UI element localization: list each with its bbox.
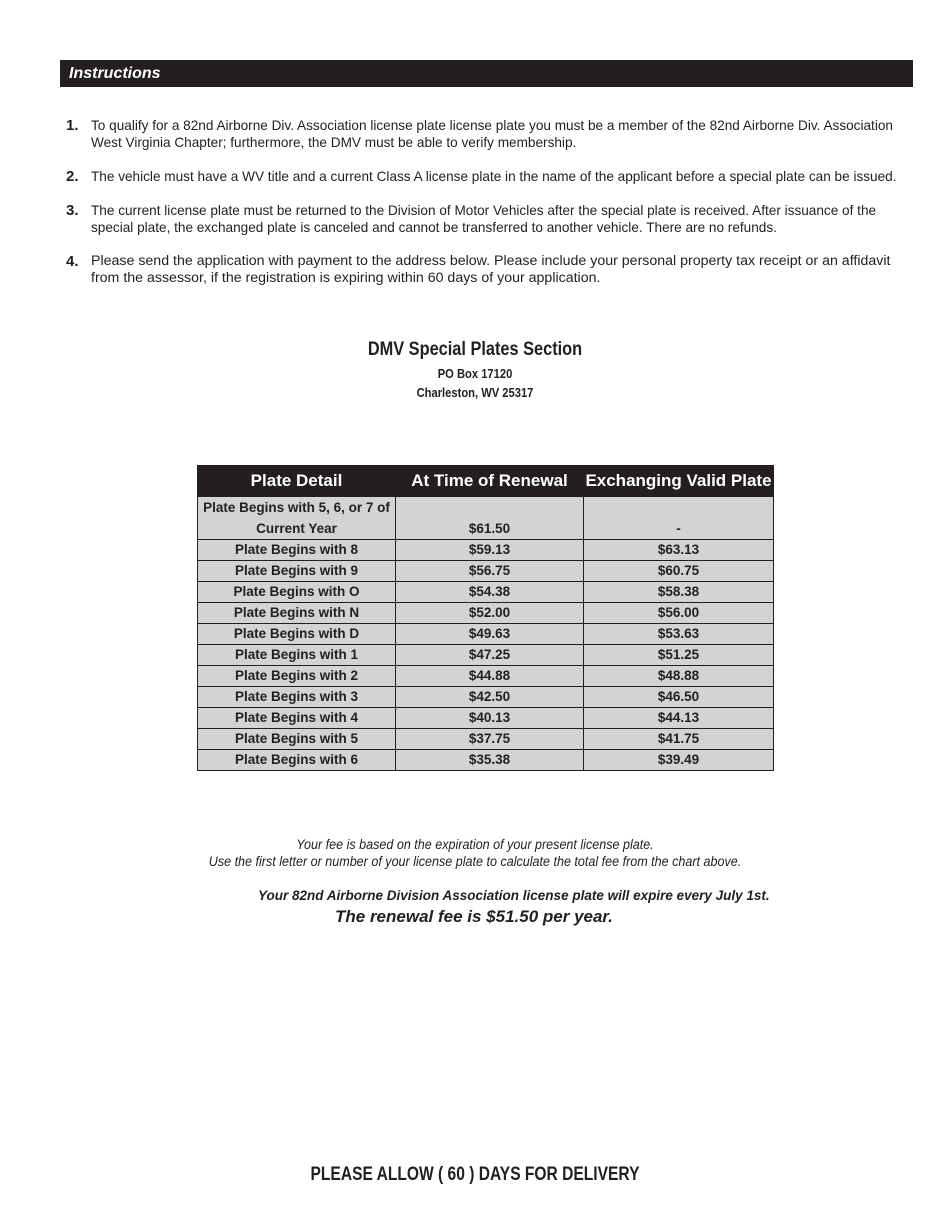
exchange-fee-cell: $63.13	[584, 540, 774, 561]
instruction-text: Please send the application with payment to the address below. Please include your personal property tax receipt or an affidavit from the assessor, if the registration is expiring within 60 days of your application.	[91, 253, 891, 286]
plate-detail-cell: Plate Begins with O	[198, 582, 396, 603]
instruction-item	[66, 253, 911, 287]
plate-detail-cell: Plate Begins with N	[198, 603, 396, 624]
table-row	[198, 561, 774, 582]
plate-detail-cell: Plate Begins with D	[198, 624, 396, 645]
table-row	[198, 497, 774, 540]
table-row	[198, 540, 774, 561]
table-row	[198, 687, 774, 708]
plate-detail-cell: Plate Begins with 2	[198, 666, 396, 687]
address-name: DMV Special Plates Section	[367, 339, 583, 360]
instruction-number: 1.	[66, 117, 79, 134]
plate-detail-cell: Plate Begins with 5, 6, or 7 of Current Year	[198, 497, 396, 540]
exchange-fee-cell: $60.75	[584, 561, 774, 582]
table-row	[198, 708, 774, 729]
renewal-fee-cell: $49.63	[396, 624, 584, 645]
table-row	[198, 645, 774, 666]
renewal-fee-cell: $37.75	[396, 729, 584, 750]
exchange-fee-cell: $56.00	[584, 603, 774, 624]
exchange-fee-cell: $58.38	[584, 582, 774, 603]
column-header-plate-detail: Plate Detail	[198, 466, 396, 497]
plate-detail-cell: Plate Begins with 9	[198, 561, 396, 582]
exchange-fee-cell: $44.13	[584, 708, 774, 729]
plate-detail-cell: Plate Begins with 6	[198, 750, 396, 771]
renewal-fee-cell: $56.75	[396, 561, 584, 582]
instruction-text: The current license plate must be returned to the Division of Motor Vehicles after the special plate is received. After issuance of the special plate, the exchanged plate is canceled and cannot be transferred to another vehicle. There are no refunds.	[91, 203, 877, 235]
exchange-fee-cell: $39.49	[584, 750, 774, 771]
exchange-fee-cell: $41.75	[584, 729, 774, 750]
renewal-fee-cell: $47.25	[396, 645, 584, 666]
table-row	[198, 750, 774, 771]
renewal-fee-cell: $59.13	[396, 540, 584, 561]
plate-detail-cell: Plate Begins with 1	[198, 645, 396, 666]
instruction-item	[66, 202, 911, 236]
column-header-exchange: Exchanging Valid Plate	[584, 466, 774, 497]
fee-table-header-row	[198, 466, 774, 497]
renewal-fee-cell: $44.88	[396, 666, 584, 687]
plate-detail-cell: Plate Begins with 4	[198, 708, 396, 729]
expiry-note: Your 82nd Airborne Division Association license plate will expire every July 1st.	[258, 888, 770, 903]
renewal-fee-cell: $35.38	[396, 750, 584, 771]
plate-detail-cell: Plate Begins with 8	[198, 540, 396, 561]
renewal-fee-cell: $61.50	[396, 497, 584, 540]
instruction-item	[66, 117, 911, 151]
table-row	[198, 624, 774, 645]
renewal-fee-cell: $52.00	[396, 603, 584, 624]
exchange-fee-cell: $53.63	[584, 624, 774, 645]
column-header-renewal: At Time of Renewal	[396, 466, 584, 497]
address-po-box: PO Box 17120	[437, 366, 513, 381]
fee-table	[197, 465, 774, 771]
fee-note-calculation: Use the first letter or number of your license plate to calculate the total fee from the chart above.	[208, 854, 742, 869]
plate-detail-cell: Plate Begins with 5	[198, 729, 396, 750]
instruction-number: 4.	[66, 253, 79, 270]
delivery-notice: PLEASE ALLOW ( 60 ) DAYS FOR DELIVERY	[310, 1164, 640, 1185]
renewal-fee-cell: $54.38	[396, 582, 584, 603]
instructions-title: Instructions	[69, 65, 161, 82]
renewal-fee-cell: $40.13	[396, 708, 584, 729]
instruction-number: 2.	[66, 168, 79, 185]
instructions-list	[66, 117, 911, 304]
instruction-text: The vehicle must have a WV title and a current Class A license plate in the name of the applicant before a special plate can be issued.	[91, 169, 897, 184]
instruction-text: To qualify for a 82nd Airborne Div. Association license plate license plate you must be a member of the 82nd Airborne Div. Association West Virginia Chapter; furthermore, the DMV must be able to verify membership.	[91, 118, 893, 150]
instructions-header	[60, 60, 913, 87]
exchange-fee-cell: $48.88	[584, 666, 774, 687]
fee-note-expiration: Your fee is based on the expiration of your present license plate.	[296, 837, 654, 852]
address-city: Charleston, WV 25317	[416, 385, 534, 400]
exchange-fee-cell: $51.25	[584, 645, 774, 666]
instruction-number: 3.	[66, 202, 79, 219]
renewal-fee-cell: $42.50	[396, 687, 584, 708]
table-row	[198, 582, 774, 603]
exchange-fee-cell: -	[584, 497, 774, 540]
table-row	[198, 729, 774, 750]
plate-detail-cell: Plate Begins with 3	[198, 687, 396, 708]
exchange-fee-cell: $46.50	[584, 687, 774, 708]
table-row	[198, 603, 774, 624]
table-row	[198, 666, 774, 687]
instruction-item	[66, 168, 911, 185]
renewal-fee-note: The renewal fee is $51.50 per year.	[335, 907, 613, 926]
